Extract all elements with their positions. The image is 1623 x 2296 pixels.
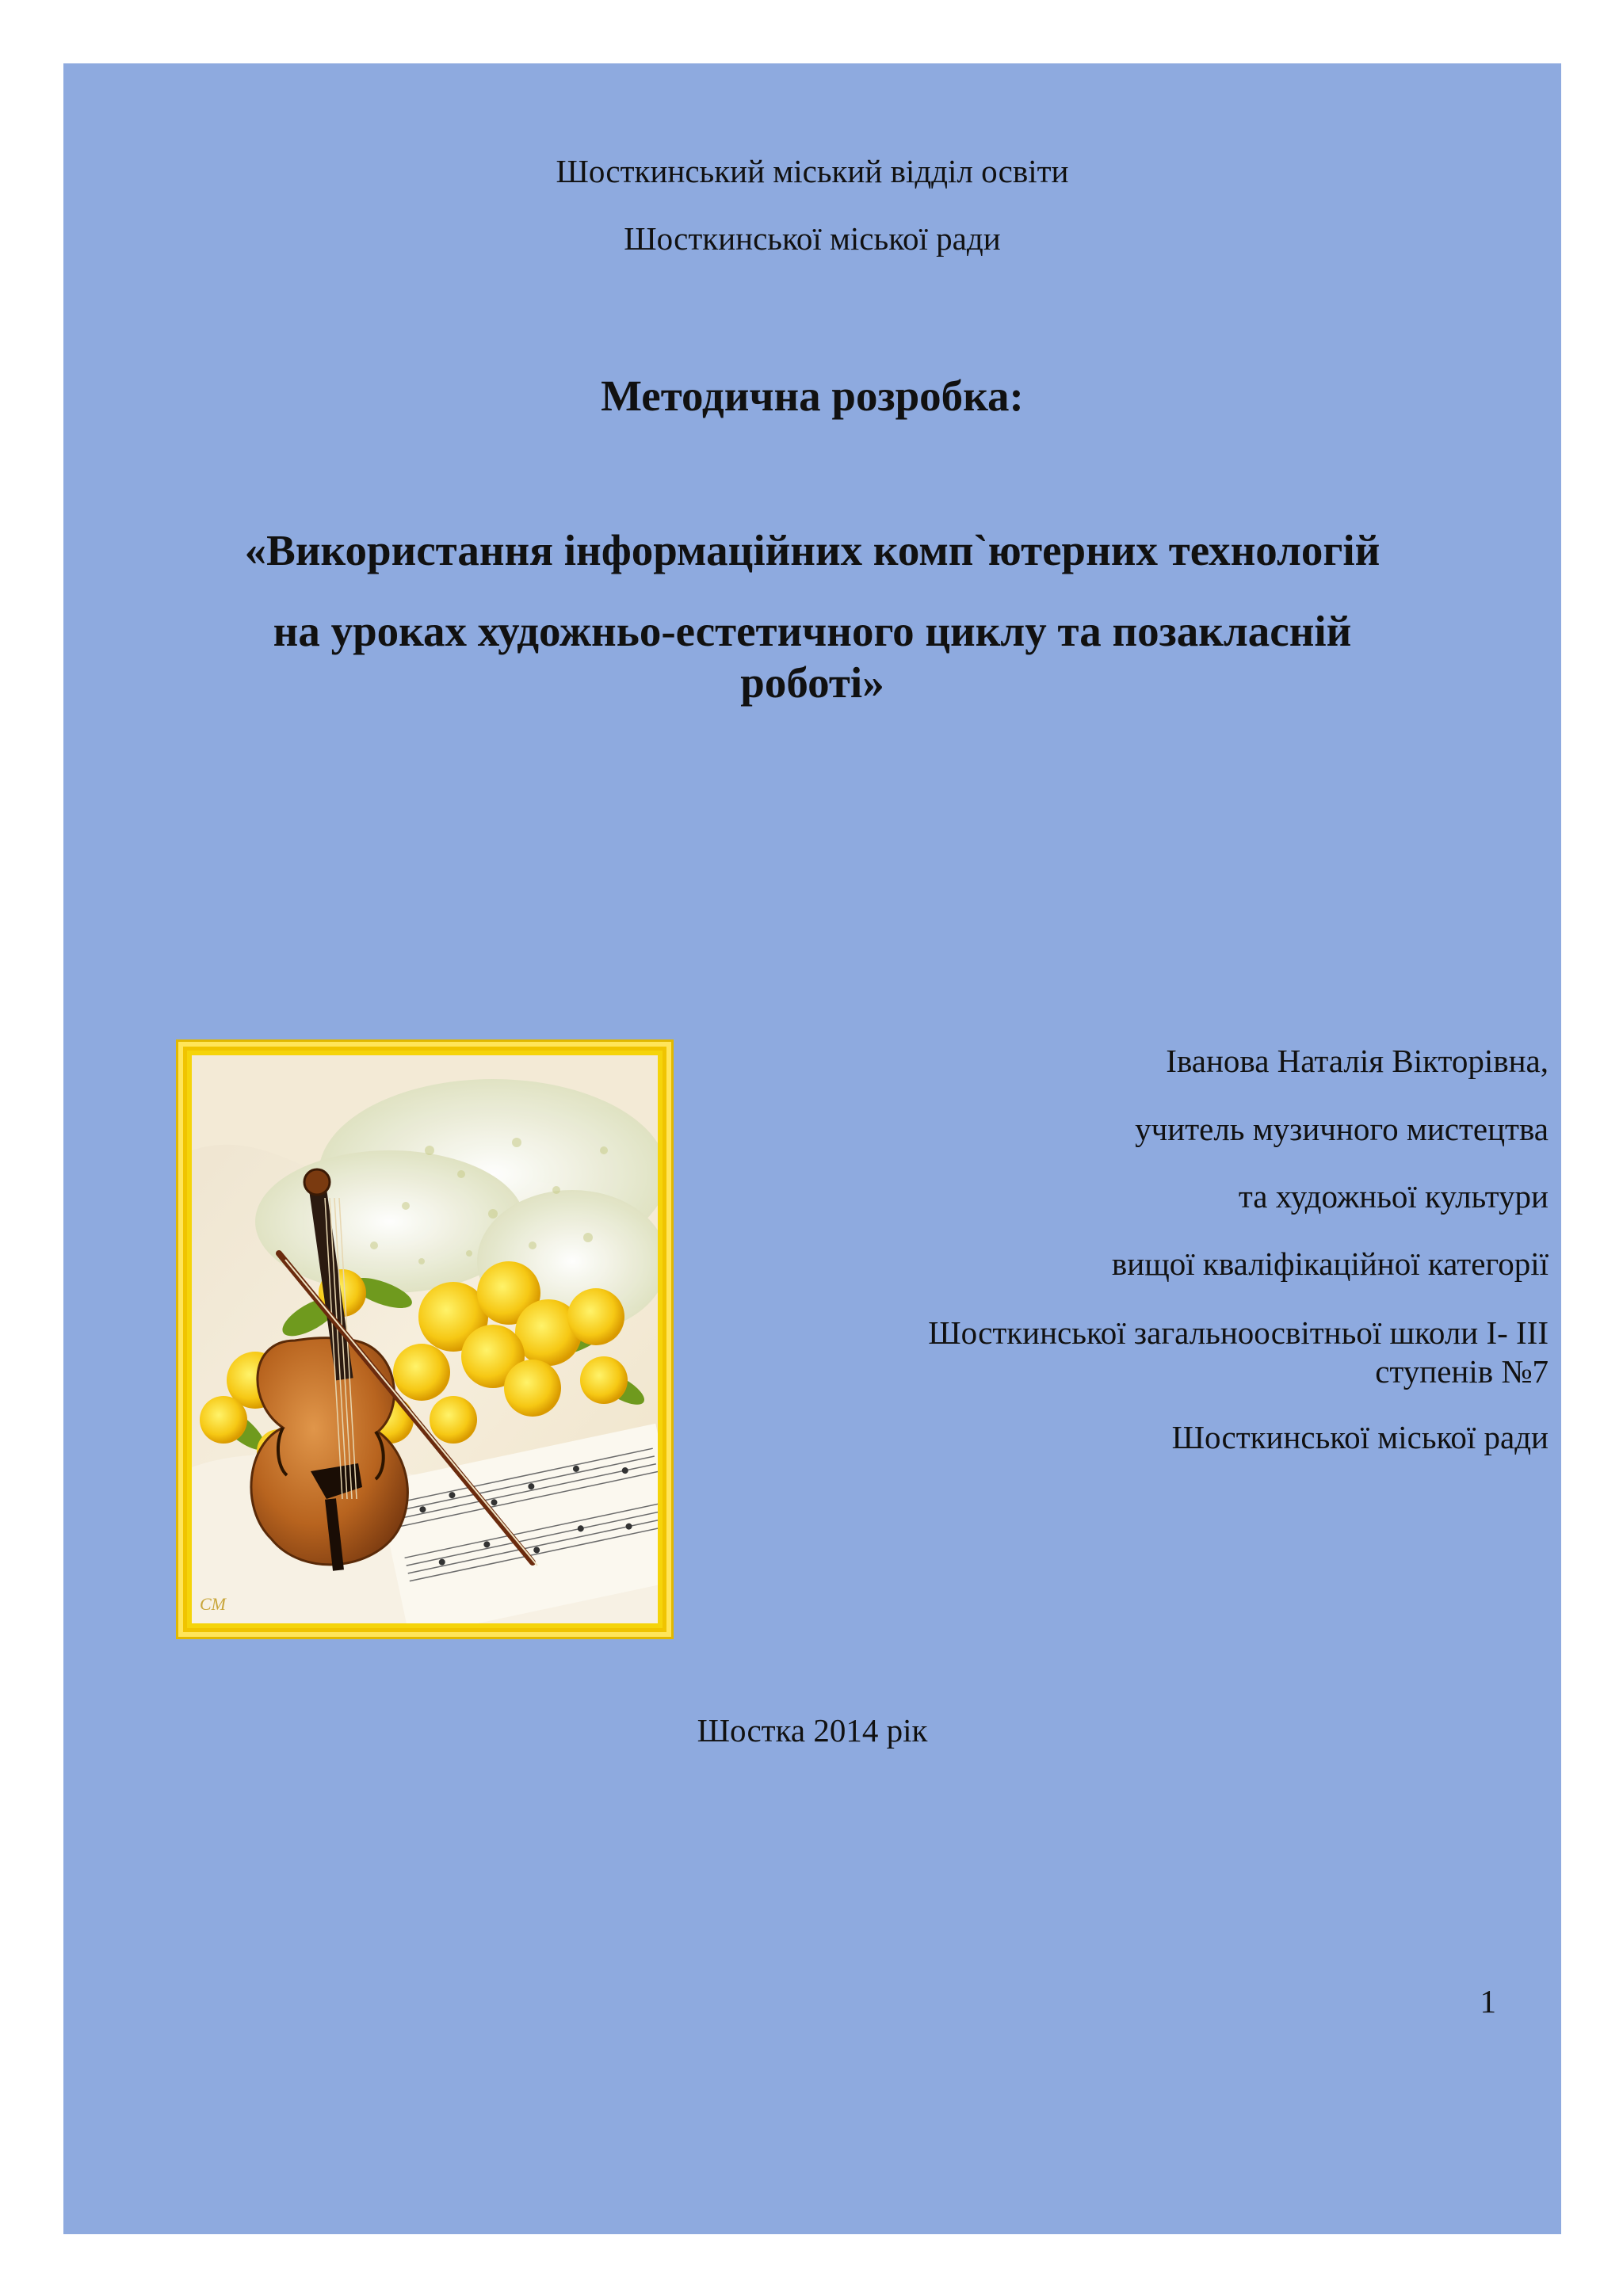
author-category: вищої кваліфікаційної категорії xyxy=(1111,1245,1549,1282)
author-position-1: учитель музичного мистецтва xyxy=(1135,1111,1549,1147)
cover-page xyxy=(63,63,1561,2234)
author-council: Шосткинської міської ради xyxy=(1171,1419,1549,1455)
author-position-2: та художньої культури xyxy=(1238,1178,1549,1215)
author-name: Іванова Наталія Вікторівна, xyxy=(1166,1043,1549,1079)
organization-line-2: Шосткинської міської ради xyxy=(624,220,1001,257)
topic-line-1: «Використання інформаційних комп`ютерних технологій xyxy=(244,526,1381,574)
topic-line-2: на уроках художньо-естетичного циклу та позакласній xyxy=(273,607,1352,655)
author-school-line-1: Шосткинської загальноосвітньої школи І- ІІІ xyxy=(928,1314,1549,1351)
page-number: 1 xyxy=(1480,1983,1496,2019)
document-heading: Методична розробка: xyxy=(601,372,1024,420)
violin-flowers-picture xyxy=(176,1039,674,1639)
author-school-line-2: ступенів №7 xyxy=(1375,1353,1549,1390)
svg-text:CM: CM xyxy=(200,1594,226,1614)
organization-line-1: Шосткинський міський відділ освіти xyxy=(556,153,1069,189)
topic-line-3: роботі» xyxy=(740,658,884,707)
violin-illustration xyxy=(192,1055,658,1623)
city-and-year: Шостка 2014 рік xyxy=(697,1712,928,1749)
